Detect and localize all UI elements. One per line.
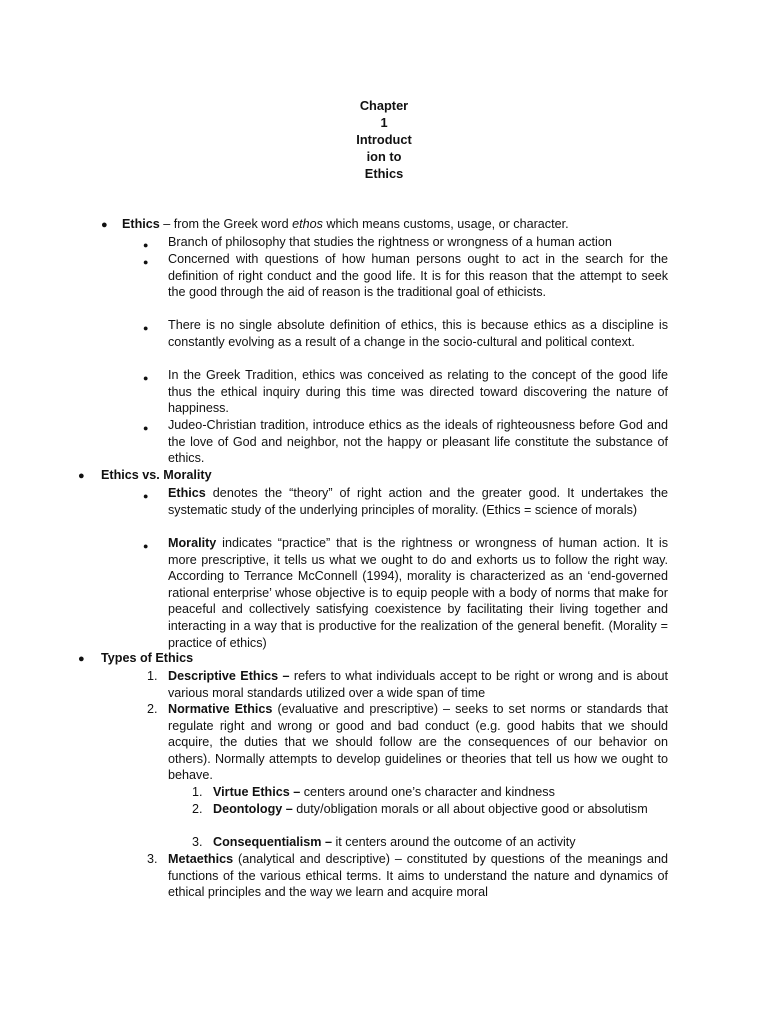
consequentialism-text: it centers around the outcome of an activity [331,835,576,849]
virtue-ethics-item [213,784,678,801]
ethics-subitem: There is no single absolute definition of ethics, this is because ethics as a discipline is constantly evolving as a result of a change in the socio-cultural and political context. [168,318,668,349]
ethics-vs-morality-heading: Ethics vs. Morality [101,468,212,482]
normative-ethics-text: (evaluative and prescriptive) – seeks to set norms or standards that regulate right and wrong or good and bad conduct (e.g. good habits that we should acquire, the duties that we should follow are the consequences of our behavior on others). Normally attempts to develop guidelines or theories that tell us how we ought to behave. [168,702,668,783]
list-number: 2. [147,702,158,716]
ethics-subitem: Judeo-Christian tradition, introduce ethics as the ideals of righteousness before God and the love of God and neighbor, not the happy or pleasant life constitute the substance of ethics. [168,418,668,466]
bullet-icon: ● [101,219,108,231]
bullet-icon: ● [78,470,85,482]
descriptive-ethics-item [168,668,668,701]
ethics-def-word: ethos [292,217,323,231]
morality-practice-item [168,535,668,651]
ethics-def-post: which means customs, usage, or character. [322,217,569,231]
bullet-icon: ● [143,373,149,383]
bullet-icon: ● [143,323,149,333]
title-chapter: Chapter [359,98,409,113]
list-number: 3. [147,852,158,866]
ethics-subitem: Concerned with questions of how human persons ought to act in the search for the definition of right conduct and the good life. It is for this reason that the attempt to seek the good through the aid of reason is the traditional goal of ethicists. [168,252,668,300]
deontology-text: duty/obligation morals or all about objective good or absolutism [292,802,648,816]
deontology-term: Deontology – [213,802,293,816]
bullet-icon: ● [143,541,149,551]
consequentialism-item [213,834,678,851]
descriptive-ethics-term: Descriptive Ethics – [168,669,290,683]
ethics-def-pre: – from the Greek word [159,217,293,231]
list-number: 3. [192,835,203,849]
metaethics-item [168,851,668,901]
ethics-subitem: Branch of philosophy that studies the rightness or wrongness of a human action [168,235,612,249]
virtue-ethics-term: Virtue Ethics – [213,785,301,799]
types-of-ethics-heading: Types of Ethics [101,651,194,665]
ethics-definition [122,216,655,233]
metaethics-text: (analytical and descriptive) – constituted by questions of the meanings and functions of the various ethical terms. It aims to understand the nature and dynamics of ethical principles and the way we learn and acquire moral [168,852,668,900]
title-number: 1 [380,115,388,130]
ethics-term: Ethics [168,486,206,500]
morality-practice-text: indicates “practice” that is the rightness or wrongness of human action. It is more prescriptive, it tells us what we ought to do and exhorts us to follow the right way. According to Terrance McConnell (1994), morality is characterized as an ‘end-governed rational enterprise’ whose objective is to equip people with a body of norms that make for peaceful and collectively satisfying coexistence by facilitating their living together and interacting in a way that is productive for the realization of the general benefit. (Morality = practice of ethics) [168,536,668,650]
ethics-term: Ethics [122,217,160,231]
title-ion-to: ion to [366,149,402,164]
metaethics-term: Metaethics [168,852,234,866]
descriptive-ethics-text: refers to what individuals accept to be right or wrong and is about various moral standards utilized over a wide span of time [168,669,668,700]
normative-ethics-item [168,701,668,784]
bullet-icon: ● [143,240,149,250]
deontology-item [213,801,678,818]
bullet-icon: ● [143,423,149,433]
title-ethics: Ethics [364,166,404,181]
bullet-icon: ● [78,653,85,665]
list-number: 2. [192,802,203,816]
ethics-theory-text: denotes the “theory” of right action and the greater good. It undertakes the systematic study of the underlying principles of morality. (Ethics = science of morals) [168,486,668,517]
morality-term: Morality [168,536,217,550]
bullet-icon: ● [143,257,149,267]
virtue-ethics-text: centers around one’s character and kindness [300,785,555,799]
title-introduct: Introduct [356,132,412,147]
ethics-subitem: In the Greek Tradition, ethics was conceived as relating to the concept of the good life thus the ethical inquiry during this time was directed toward discovering the nature of happiness. [168,368,668,416]
bullet-icon: ● [143,491,149,501]
ethics-theory-item [168,485,668,518]
list-number: 1. [192,785,203,799]
list-number: 1. [147,669,158,683]
normative-ethics-term: Normative Ethics [168,702,273,716]
consequentialism-term: Consequentialism – [213,835,332,849]
